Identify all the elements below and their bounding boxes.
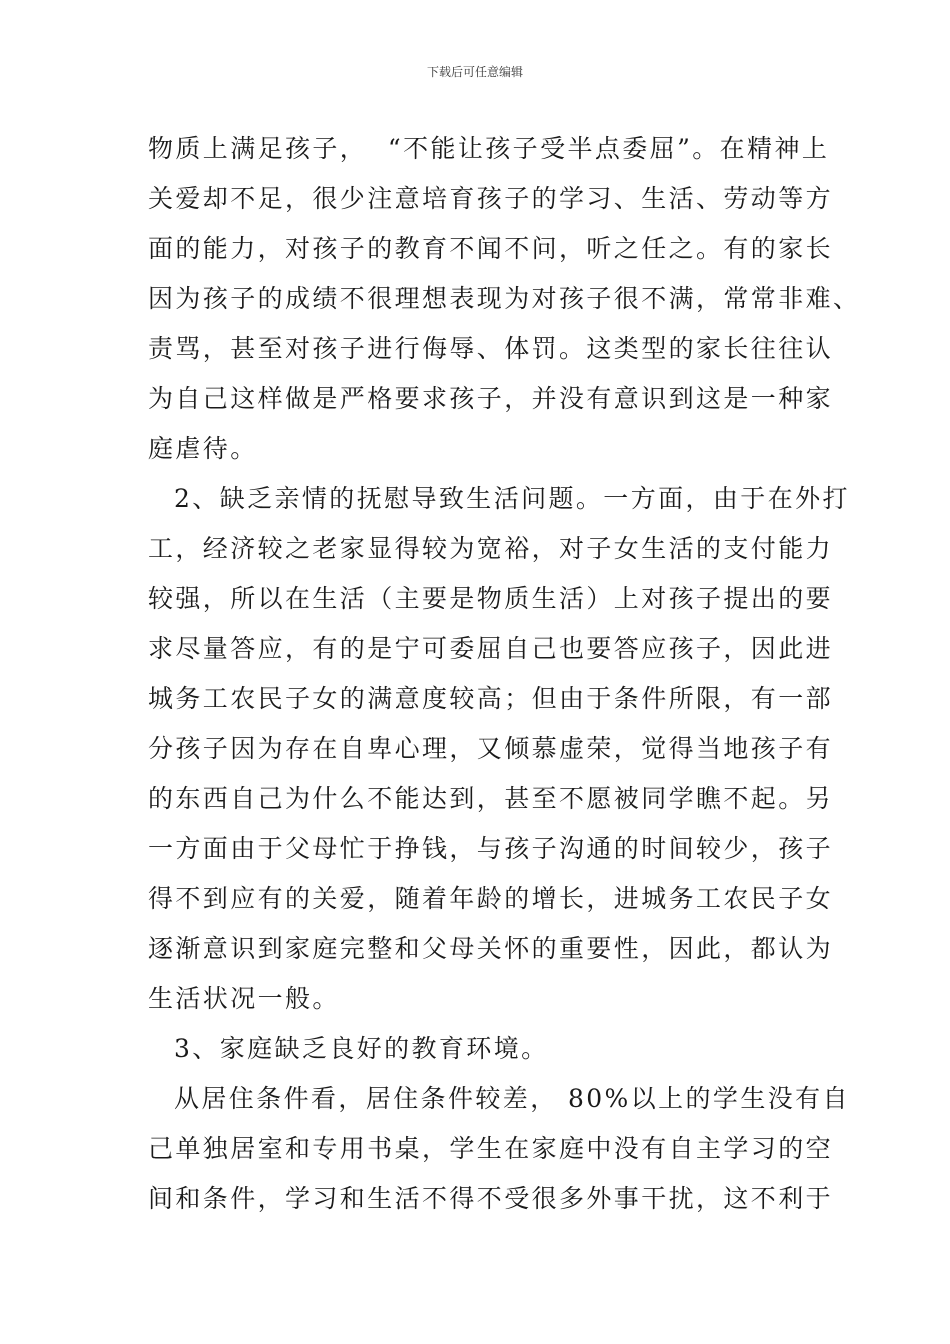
page-header: 下载后可任意编辑: [426, 65, 523, 79]
text-line: 的东西自己为什么不能达到，甚至不愿被同学瞧不起。另: [148, 784, 834, 813]
text-line: 庭虐待。: [148, 434, 258, 463]
text-line: 面的能力，对孩子的教育不闻不问，听之任之。有的家长: [148, 234, 834, 263]
text-line: 求尽量答应，有的是宁可委屈自己也要答应孩子，因此进: [148, 634, 834, 663]
text-line: 关爱却不足，很少注意培育孩子的学习、生活、劳动等方: [148, 184, 834, 213]
text-line: 城务工农民子女的满意度较高；但由于条件所限，有一部: [148, 684, 834, 713]
text-line: 间和条件，学习和生活不得不受很多外事干扰，这不利于: [148, 1184, 834, 1213]
text-line: 分孩子因为存在自卑心理，又倾慕虚荣，觉得当地孩子有: [148, 734, 834, 763]
text-line: 生活状况一般。: [148, 984, 340, 1013]
text-line: 一方面由于父母忙于挣钱，与孩子沟通的时间较少，孩子: [148, 834, 834, 863]
text-line: 工，经济较之老家显得较为宽裕，对子女生活的支付能力: [148, 534, 834, 563]
text-line: 己单独居室和专用书桌，学生在家庭中没有自主学习的空: [148, 1134, 834, 1163]
text-line: 责骂，甚至对孩子进行侮辱、体罚。这类型的家长往往认: [148, 334, 834, 363]
body-text: [148, 124, 861, 1224]
text-line: 因为孩子的成绩不很理想表现为对孩子很不满，常常非难、: [148, 284, 861, 313]
text-line: 较强，所以在生活（主要是物质生活）上对孩子提出的要: [148, 584, 834, 613]
paragraph-start-line: 从居住条件看，居住条件较差， 80%以上的学生没有自: [174, 1084, 850, 1113]
text-line: 得不到应有的关爱，随着年龄的增长，进城务工农民子女: [148, 884, 834, 913]
paragraph-start-line: 2、缺乏亲情的抚慰导致生活问题。一方面，由于在外打: [174, 484, 850, 513]
text-line: 为自己这样做是严格要求孩子，并没有意识到这是一种家: [148, 384, 834, 413]
text-line: 逐渐意识到家庭完整和父母关怀的重要性，因此，都认为: [148, 934, 834, 963]
paragraph-start-line: 3、家庭缺乏良好的教育环境。: [174, 1034, 549, 1063]
text-line: 物质上满足孩子， “不能让孩子受半点委屈”。在精神上: [148, 134, 830, 163]
